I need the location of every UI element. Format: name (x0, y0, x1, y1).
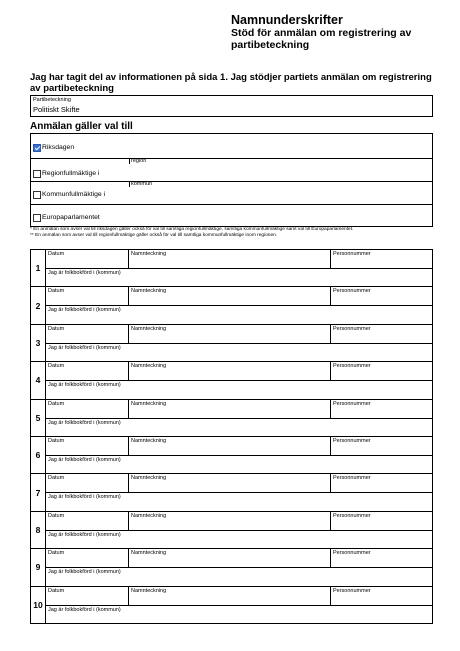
signature-top-row (46, 362, 432, 381)
personal-number-label: Personnummer (333, 587, 371, 594)
kommun-checkbox[interactable] (33, 191, 41, 199)
municipality-field-label: Jag är folkbokförd i (kommun) (48, 419, 121, 426)
personal-number-field[interactable] (330, 325, 432, 343)
municipality-field-label: Jag är folkbokförd i (kommun) (48, 307, 121, 314)
personal-number-field[interactable] (330, 474, 432, 492)
footnote-2: ** En anmälan som avser val till regionfullmäktige gäller också för val till samtliga kommunfullmäktige inom regionen. (30, 233, 278, 238)
personal-number-field[interactable] (330, 362, 432, 380)
signature-label: Namnteckning (131, 288, 167, 295)
signature-row (31, 549, 432, 586)
kommun-label: Kommunfullmäktige i (42, 191, 106, 198)
region-field-divider (129, 158, 130, 164)
signature-label: Namnteckning (131, 363, 167, 370)
party-designation-value: Politiskt Skifte (33, 105, 80, 114)
signature-top-row (46, 587, 432, 606)
signature-field[interactable] (128, 250, 331, 268)
signature-label: Namnteckning (131, 587, 167, 594)
date-label: Datum (48, 400, 65, 407)
kommun-field-divider (129, 181, 130, 187)
date-label: Datum (48, 550, 65, 557)
support-statement (30, 72, 435, 94)
personal-number-field[interactable] (330, 287, 432, 305)
signature-top-row (46, 549, 432, 568)
municipality-field-label: Jag är folkbokförd i (kommun) (48, 606, 121, 613)
signature-table (30, 249, 433, 624)
personal-number-field[interactable] (330, 400, 432, 418)
party-designation-field[interactable] (30, 95, 433, 117)
signature-field[interactable] (128, 512, 331, 530)
signature-field[interactable] (128, 474, 331, 492)
signature-label: Namnteckning (131, 512, 167, 519)
region-checkbox[interactable] (33, 170, 41, 178)
riksdagen-label: Riksdagen (42, 144, 75, 151)
signature-row-number: 9 (31, 549, 46, 585)
region-label: Regionfullmäktige i (42, 170, 100, 177)
signature-top-row (46, 325, 432, 344)
support-statement-line2: av partibeteckning (30, 83, 114, 94)
date-label: Datum (48, 587, 65, 594)
election-heading: Anmälan gäller val till (30, 121, 133, 132)
municipality-field-label: Jag är folkbokförd i (kommun) (48, 569, 121, 576)
date-field[interactable] (46, 287, 128, 305)
signature-row-number: 7 (31, 474, 46, 510)
personal-number-label: Personnummer (333, 251, 371, 257)
date-field[interactable] (46, 325, 128, 343)
signature-label: Namnteckning (131, 550, 167, 557)
municipality-field-label: Jag är folkbokförd i (kommun) (48, 382, 121, 389)
footnotes (30, 227, 435, 239)
personal-number-label: Personnummer (333, 325, 371, 332)
date-label: Datum (48, 363, 65, 370)
signature-row-number: 2 (31, 287, 46, 323)
page-subtitle-line2: partibeteckning (231, 39, 310, 51)
date-field[interactable] (46, 512, 128, 530)
signature-row (31, 474, 432, 511)
signature-label: Namnteckning (131, 437, 167, 444)
personal-number-label: Personnummer (333, 400, 371, 407)
signature-row-number: 3 (31, 325, 46, 361)
signature-row-number: 5 (31, 400, 46, 436)
signature-row-number: 4 (31, 362, 46, 398)
personal-number-field[interactable] (330, 437, 432, 455)
signature-top-row (46, 250, 432, 269)
europa-label: Europaparlamentet (42, 214, 100, 221)
election-choice-box (30, 133, 433, 227)
riksdagen-checkbox[interactable] (33, 144, 41, 152)
date-label: Datum (48, 325, 65, 332)
signature-label: Namnteckning (131, 400, 167, 407)
date-field[interactable] (46, 437, 128, 455)
personal-number-field[interactable] (330, 587, 432, 605)
personal-number-field[interactable] (330, 250, 432, 268)
date-label: Datum (48, 251, 65, 257)
date-field[interactable] (46, 474, 128, 492)
region-field-label: region (131, 158, 147, 164)
signature-row-number: 8 (31, 512, 46, 548)
personal-number-field[interactable] (330, 549, 432, 567)
signature-field[interactable] (128, 400, 331, 418)
personal-number-label: Personnummer (333, 363, 371, 370)
signature-field[interactable] (128, 362, 331, 380)
signature-field[interactable] (128, 587, 331, 605)
personal-number-label: Personnummer (333, 288, 371, 295)
personal-number-label: Personnummer (333, 550, 371, 557)
date-label: Datum (48, 437, 65, 444)
signature-row-number: 6 (31, 437, 46, 473)
signature-label: Namnteckning (131, 325, 167, 332)
signature-row-number: 1 (31, 250, 46, 286)
municipality-field-label: Jag är folkbokförd i (kommun) (48, 531, 121, 538)
signature-row (31, 287, 432, 324)
personal-number-label: Personnummer (333, 437, 371, 444)
support-statement-line1: Jag har tagit del av informationen på sida 1. Jag stödjer partiets anmälan om registrering (30, 72, 432, 83)
personal-number-field[interactable] (330, 512, 432, 530)
municipality-field-label: Jag är folkbokförd i (kommun) (48, 456, 121, 463)
signature-row-number: 10 (31, 587, 46, 623)
signature-top-row (46, 287, 432, 306)
page-title: Namnunderskrifter (231, 13, 343, 27)
kommun-field-label: kommun (131, 181, 153, 187)
date-field[interactable] (46, 250, 128, 268)
signature-label: Namnteckning (131, 475, 167, 482)
signature-top-row (46, 437, 432, 456)
personal-number-label: Personnummer (333, 475, 371, 482)
europa-checkbox[interactable] (33, 214, 41, 222)
date-field[interactable] (46, 362, 128, 380)
municipality-field-label: Jag är folkbokförd i (kommun) (48, 344, 121, 351)
signature-row (31, 512, 432, 549)
signature-field[interactable] (128, 437, 331, 455)
date-label: Datum (48, 512, 65, 519)
municipality-field-label: Jag är folkbokförd i (kommun) (48, 494, 121, 501)
choice-regionfullmaktige[interactable] (31, 158, 432, 182)
signature-field[interactable] (128, 325, 331, 343)
title-block (231, 13, 446, 51)
date-field[interactable] (46, 549, 128, 567)
signature-row (31, 587, 432, 624)
choice-riksdagen[interactable] (31, 134, 432, 159)
signature-field[interactable] (128, 549, 331, 567)
signature-row (31, 400, 432, 437)
page-subtitle-line1: Stöd för anmälan om registrering av (231, 27, 412, 39)
choice-europaparlamentet[interactable] (31, 204, 432, 226)
footnote-1: * En anmälan som avser val till riksdagen gäller också för val till samtliga regionfullmäktige, samtliga kommunfullmäktige samt val till Europaparlamentet. (30, 227, 354, 232)
municipality-field-label: Jag är folkbokförd i (kommun) (48, 270, 121, 276)
signature-top-row (46, 512, 432, 531)
signature-row (31, 437, 432, 474)
signature-row (31, 325, 432, 362)
signature-top-row (46, 400, 432, 419)
date-field[interactable] (46, 400, 128, 418)
date-label: Datum (48, 475, 65, 482)
date-field[interactable] (46, 587, 128, 605)
signature-label: Namnteckning (131, 251, 167, 257)
personal-number-label: Personnummer (333, 512, 371, 519)
choice-kommunfullmaktige[interactable] (31, 181, 432, 205)
signature-field[interactable] (128, 287, 331, 305)
signature-row (31, 250, 432, 287)
signature-top-row (46, 474, 432, 493)
party-designation-label: Partibeteckning (33, 97, 71, 103)
signature-row (31, 362, 432, 399)
date-label: Datum (48, 288, 65, 295)
